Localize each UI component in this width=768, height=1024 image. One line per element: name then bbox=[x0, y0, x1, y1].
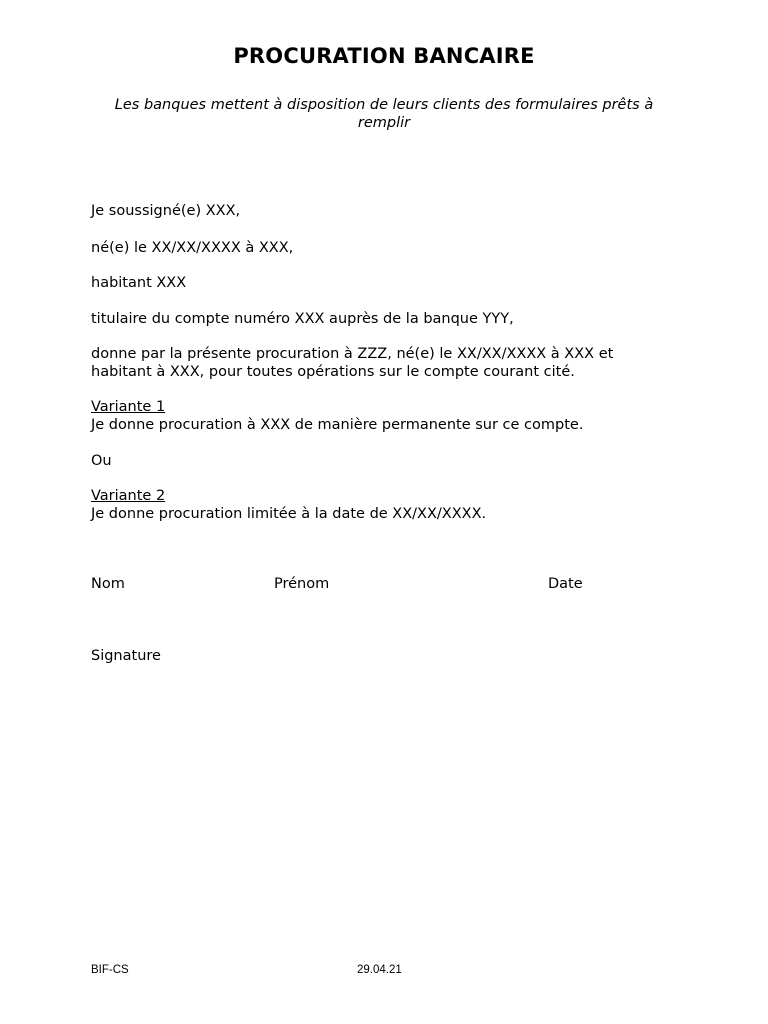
address-line: habitant XXX bbox=[91, 275, 187, 291]
subtitle-line-1: Les banques mettent à disposition de leurs clients des formulaires prêts à bbox=[114, 97, 654, 113]
field-nom-label: Nom bbox=[91, 576, 125, 592]
field-date-label: Date bbox=[548, 576, 583, 592]
field-prenom-label: Prénom bbox=[274, 576, 330, 592]
document-title: PROCURATION BANCAIRE bbox=[233, 44, 535, 68]
field-signature-label: Signature bbox=[91, 648, 161, 664]
variant-2-text: Je donne procuration limitée à la date de XX/XX/XXXX. bbox=[91, 506, 487, 522]
variant-1-text: Je donne procuration à XXX de manière permanente sur ce compte. bbox=[91, 417, 584, 433]
footer-reference: BIF-CS bbox=[91, 964, 129, 976]
mandate-line-1: donne par la présente procuration à ZZZ, né(e) le XX/XX/XXXX à XXX et bbox=[91, 346, 614, 362]
soussigne-line: Je soussigné(e) XXX, bbox=[91, 203, 241, 219]
or-separator: Ou bbox=[91, 453, 112, 469]
document-subtitle bbox=[90, 96, 678, 132]
birth-line: né(e) le XX/XX/XXXX à XXX, bbox=[91, 240, 294, 256]
variant-2-heading: Variante 2 bbox=[91, 488, 166, 504]
mandate-line-2: habitant à XXX, pour toutes opérations sur le compte courant cité. bbox=[91, 364, 575, 380]
footer-date: 29.04.21 bbox=[357, 964, 402, 976]
subtitle-line-2: remplir bbox=[357, 115, 411, 131]
account-holder-line: titulaire du compte numéro XXX auprès de la banque YYY, bbox=[91, 311, 514, 327]
variant-1-heading: Variante 1 bbox=[91, 399, 166, 415]
